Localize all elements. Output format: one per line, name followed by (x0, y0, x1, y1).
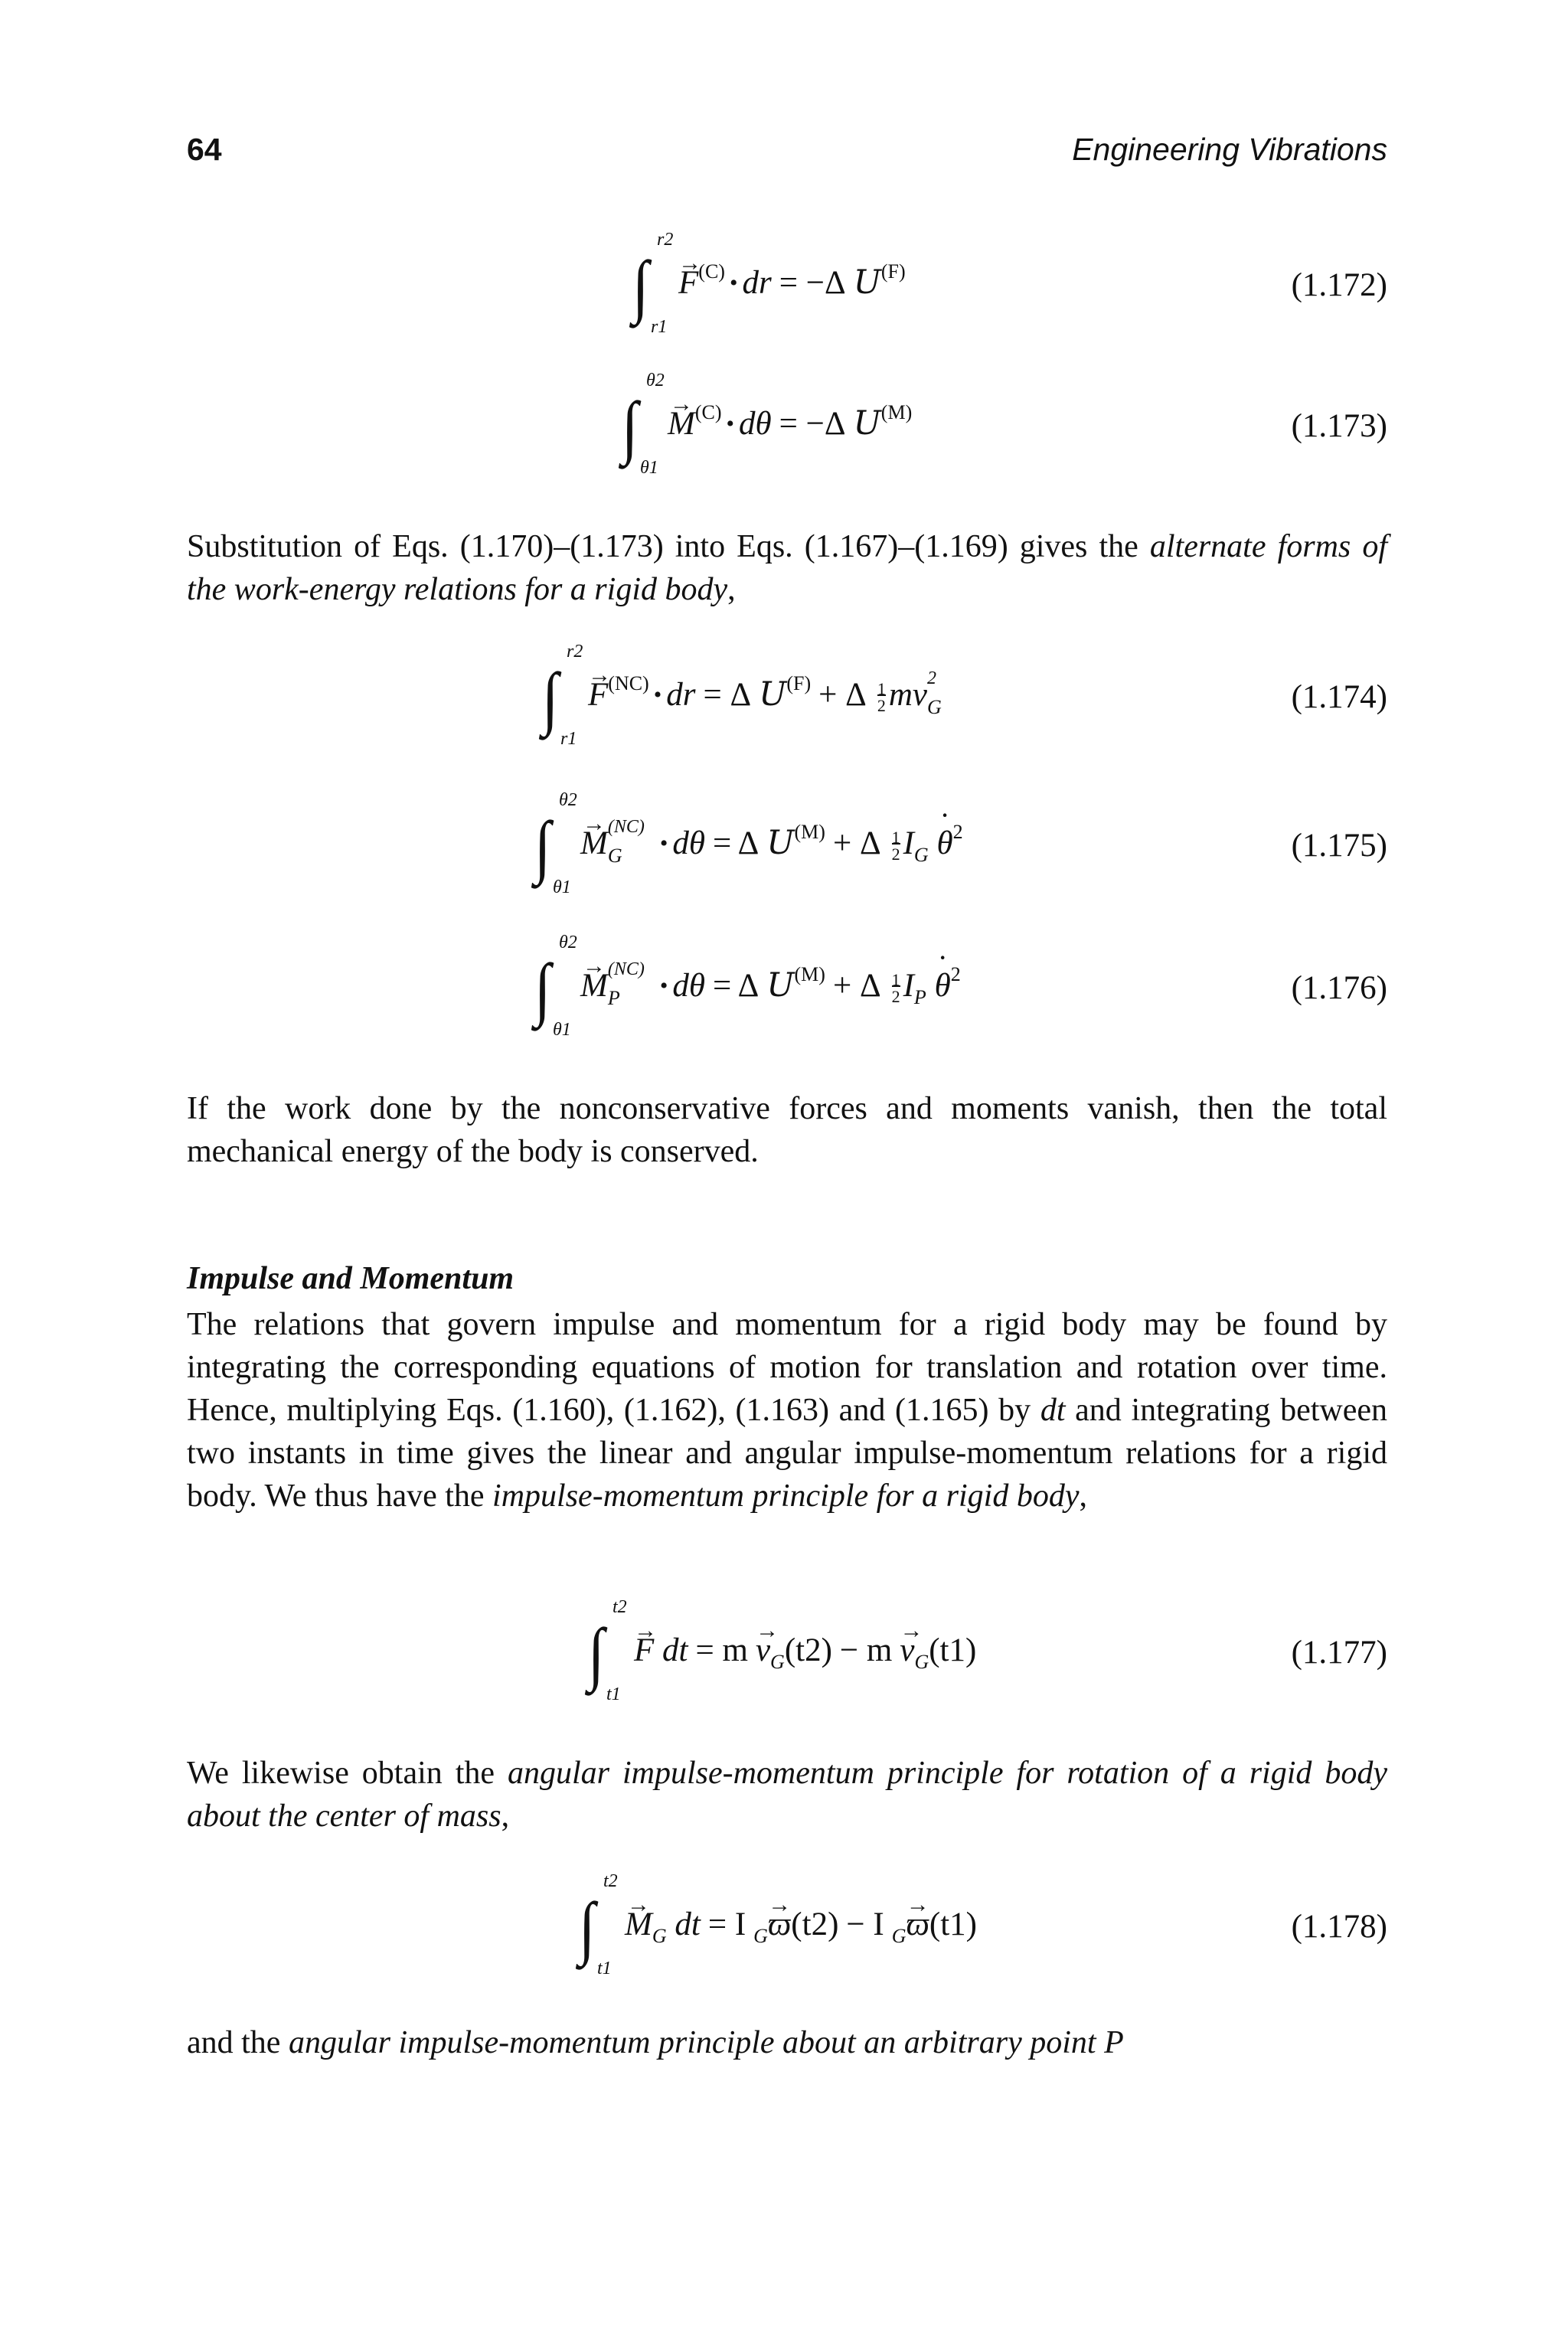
force-vector: → F (634, 1632, 654, 1669)
paragraph-impulse-momentum: The relations that govern impulse and momentum for a rigid body may be found by integrating the corresponding equations of motion for translation and rotation over time. Hence, multiplying Eqs. (1.160), (1.162), (1.163) and (1.165) by dt and integrating between two instants in time gives the linear and angular impulse-momentum relations for a rigid body. We thus have the impulse-momentum principle for a rigid body, (187, 1307, 1387, 1514)
equation-number: (1.175) (1291, 828, 1387, 864)
section-heading: Impulse and Momentum (187, 1261, 514, 1296)
equation-1-173: ∫ θ2 θ1 → $M^{(C)}$ • dθ = −Δ $U^{(M)}$ (1.173) (187, 384, 1387, 484)
page-header (187, 132, 1387, 178)
integral-sign: ∫ t2 t1 (578, 1871, 618, 1978)
equation-number: (1.176) (1291, 970, 1387, 1006)
paragraph-arbitrary-point: and the angular impulse-momentum principle about an arbitrary point P (187, 2025, 1124, 2060)
page-number: 64 (187, 132, 222, 167)
equation-number: (1.174) (1291, 679, 1387, 715)
equation-1-176: ∫ θ2 θ1 → M (NC) P • dθ = Δ $U^{(M)} + \Delta \frac{1}{2}I_P$ ˙ $\theta^2$ (1.176) (187, 946, 1387, 1046)
equation-1-174: ∫ r2 r1 → $F^{(NC)}$ • dr = Δ $U^{(F)} + \Delta \frac{1}{2}mv$ G 2 (1.174) (187, 655, 1387, 755)
paragraph-conservation: If the work done by the nonconservative forces and moments vanish, then the total mechanical energy of the body is conserved. (187, 1091, 1387, 1169)
integral-sign: ∫ θ2 θ1 (534, 790, 577, 897)
integral-sign: ∫ θ2 θ1 (621, 371, 665, 478)
integral-sign: ∫ θ2 θ1 (534, 933, 577, 1040)
equation-1-178: ∫ t2 t1 → $M_G$ dt = I $_G$→ ϖ(t2) − I $_G$→ ϖ(t1) (1.178) (187, 1885, 1387, 1985)
equation-1-175: ∫ θ2 θ1 → M (NC) G • dθ = Δ $U^{(M)} + \Delta \frac{1}{2}I_G$ ˙ $\theta^2$ (1.175) (187, 804, 1387, 903)
equation-1-177: ∫ t2 t1 → F dt = $m\to v_G(t2) - m\to v_G(t1)$ (1.177) (187, 1611, 1387, 1710)
running-title: Engineering Vibrations (1072, 132, 1387, 167)
equation-number: (1.173) (1291, 408, 1387, 444)
equation-number: (1.177) (1291, 1635, 1387, 1671)
integral-sign: ∫ r2 r1 (632, 230, 674, 337)
integral-sign: ∫ t2 t1 (587, 1597, 627, 1704)
paragraph-substitution: Substitution of Eqs. (1.170)–(1.173) into Eqs. (1.167)–(1.169) gives the alternate forms of the work-energy relations for a rigid body, (187, 529, 1387, 607)
paragraph-angular-center: We likewise obtain the angular impulse-momentum principle for rotation of a rigid body about the center of mass, (187, 1756, 1387, 1834)
equation-number: (1.172) (1291, 267, 1387, 303)
equation-number: (1.178) (1291, 1909, 1387, 1945)
integral-sign: ∫ r2 r1 (541, 642, 583, 749)
equation-1-172: ∫ r2 r1 → $F^{(C)}$ • dr = −Δ $U^{(F)}$ (1.172) (187, 243, 1387, 343)
